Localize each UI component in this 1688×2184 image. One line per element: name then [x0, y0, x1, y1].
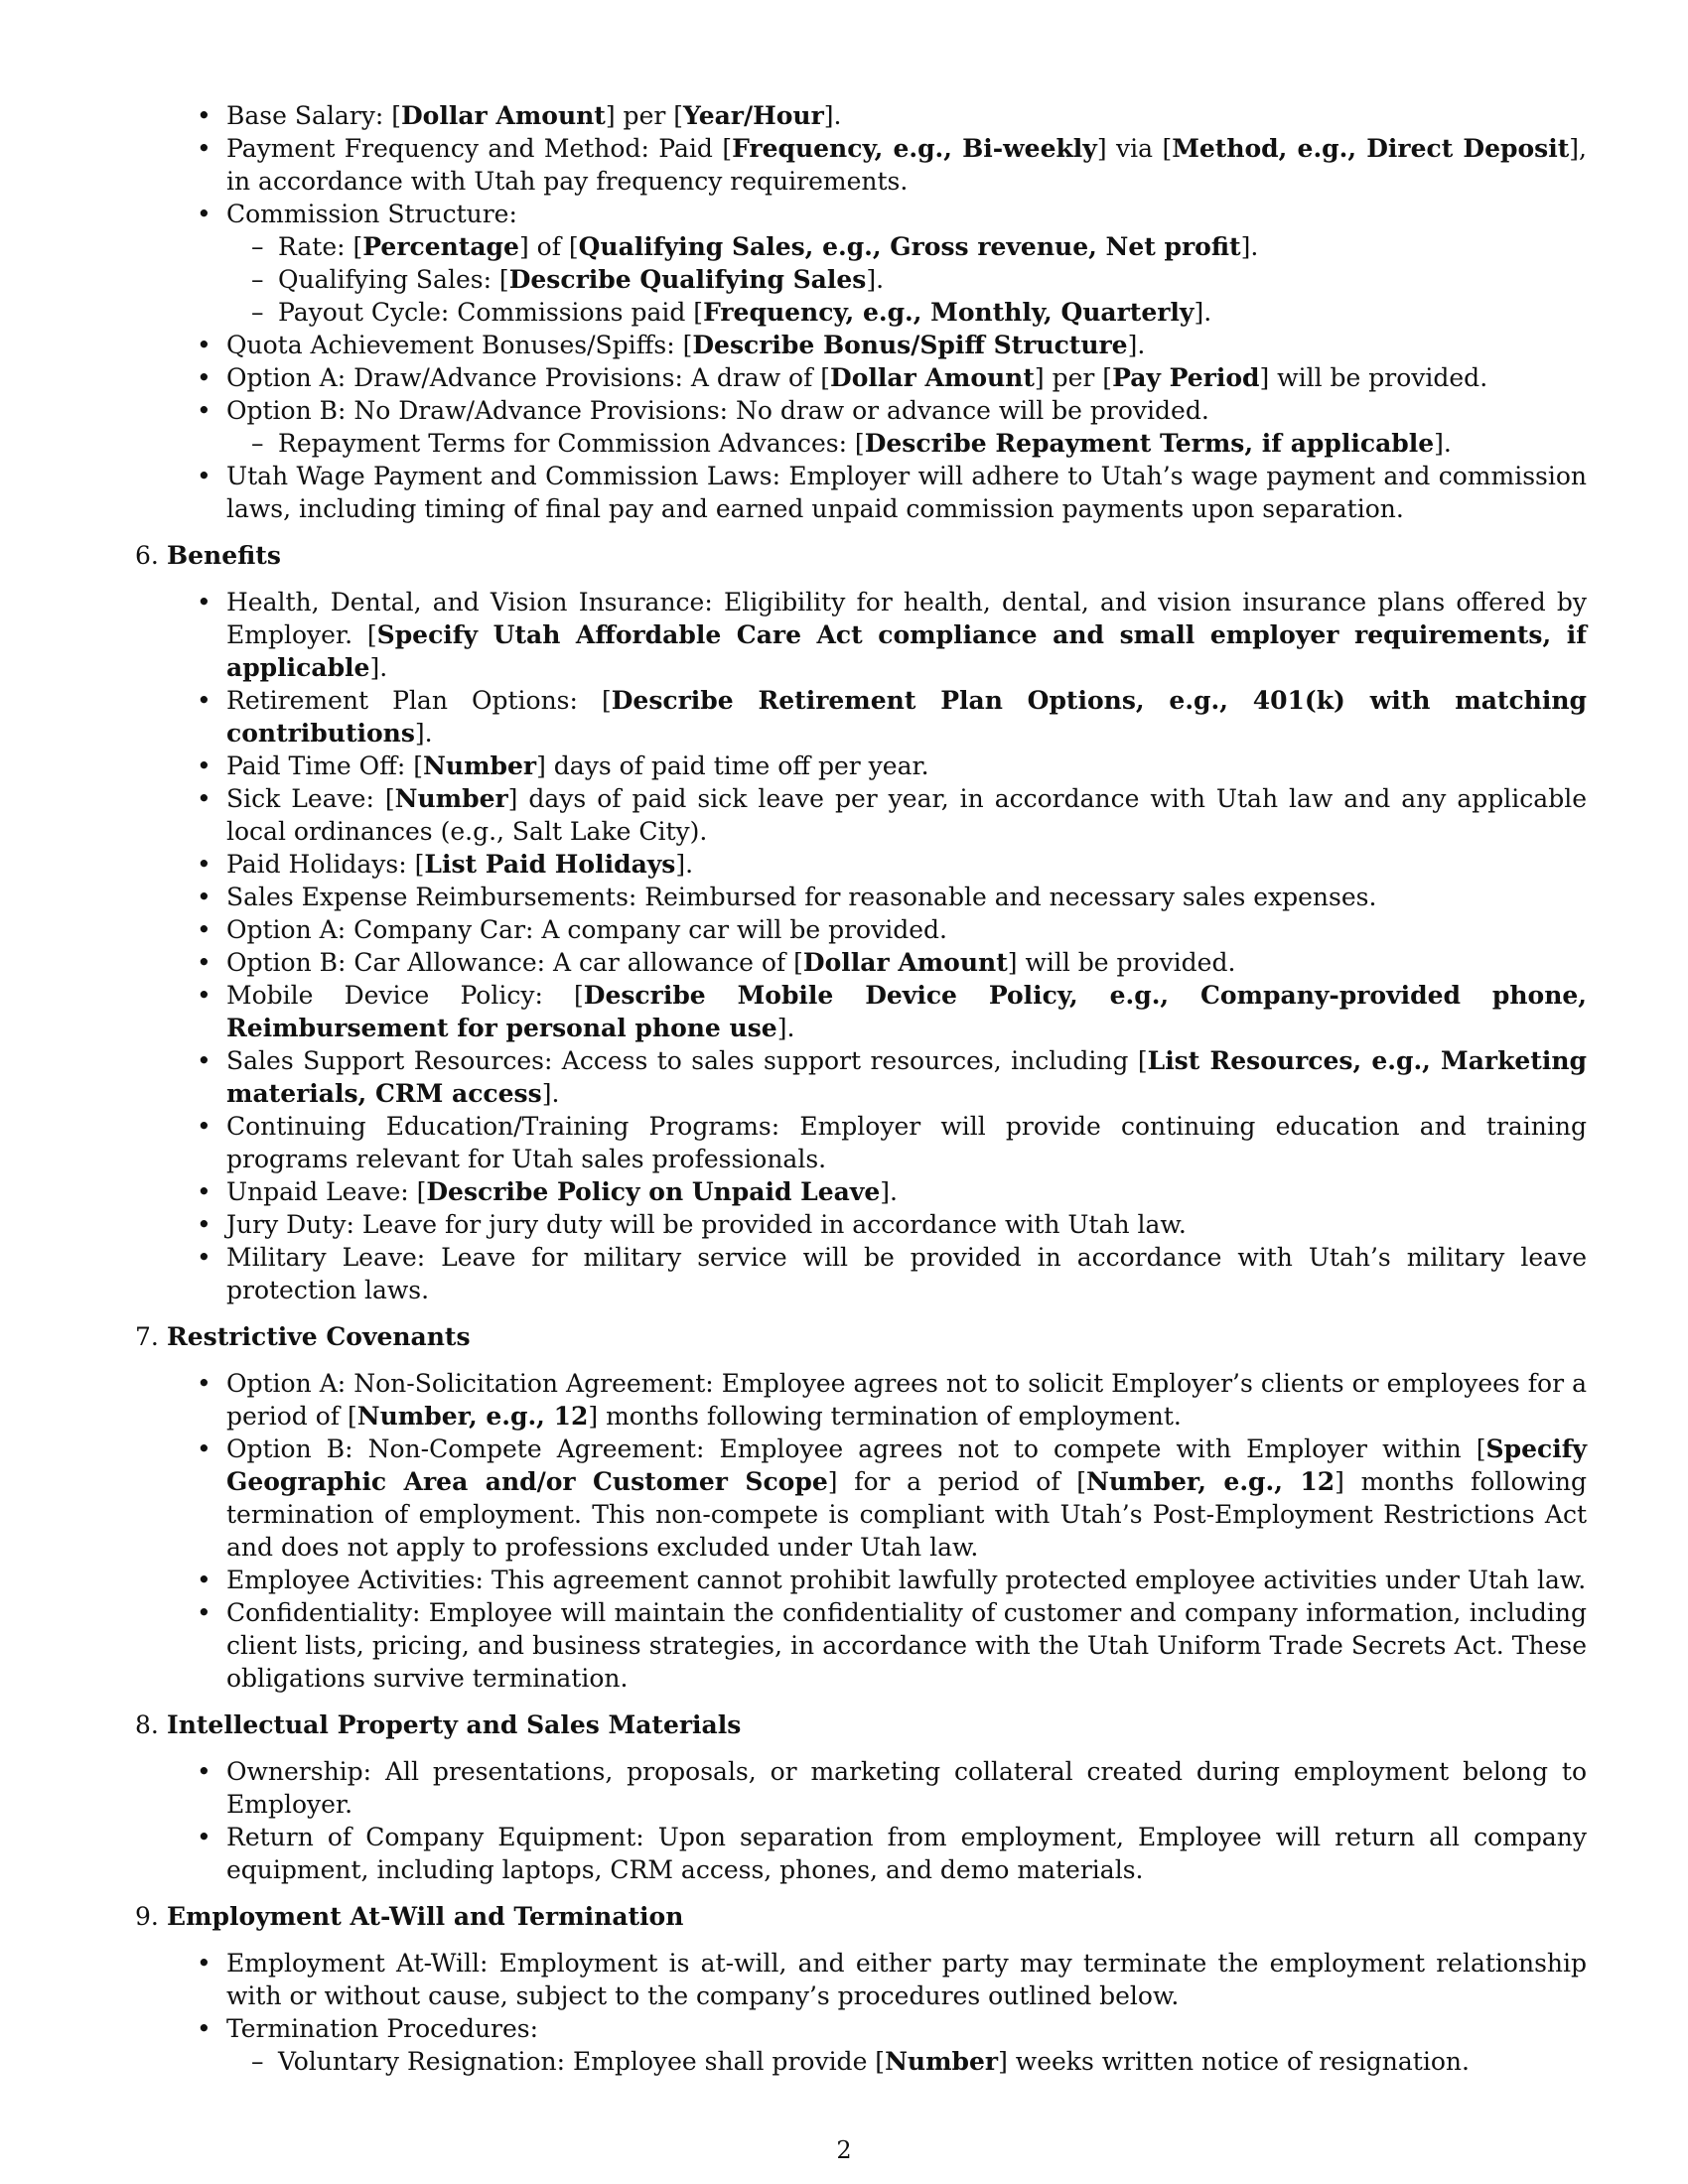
list-item-unpaid-leave — [127, 1175, 1587, 1208]
clause-text: ]. — [541, 1079, 560, 1108]
clause-text: Option A: Non-Solicitation Agreement: Employee agrees not to solicit Employer’s clients or employees for a period of [ — [226, 1369, 1587, 1431]
section-title: Benefits — [167, 541, 281, 570]
list-item-utah-wage-laws — [127, 460, 1587, 525]
clause-text: ] months following termination of employment. — [588, 1402, 1182, 1431]
section-heading — [127, 1708, 1587, 1741]
section-list — [127, 1367, 1587, 1695]
list-item-expense-reimbursements — [127, 881, 1587, 913]
section-number: 9. — [135, 1902, 159, 1931]
clause-text: ]. — [1127, 331, 1146, 359]
list-item-car-allowance — [127, 946, 1587, 979]
clause-text: Ownership: All presentations, proposals, or marketing collateral created during employment belong to Employer. — [226, 1757, 1587, 1819]
placeholder-field: Specify Geographic Area and/or Customer Scope — [226, 1434, 1587, 1496]
clause-text: Employee Activities: This agreement cannot prohibit lawfully protected employee activities under Utah law. — [226, 1566, 1587, 1594]
list-item-draw-option-b — [127, 394, 1587, 460]
clause-text: Retirement Plan Options: [ — [226, 686, 612, 715]
placeholder-field: Number, e.g., 12 — [1086, 1467, 1336, 1496]
clause-text: Termination Procedures: — [226, 2014, 539, 2043]
placeholder-field: Number — [423, 751, 537, 780]
document-page — [127, 99, 1587, 2078]
list-item-sales-support — [127, 1044, 1587, 1110]
placeholder-field: Describe Policy on Unpaid Leave — [426, 1177, 881, 1206]
sub-list — [226, 2045, 1587, 2078]
list-item-mobile-device — [127, 979, 1587, 1044]
clause-text: Sick Leave: [ — [226, 784, 395, 813]
placeholder-field: Pay Period — [1112, 363, 1260, 392]
placeholder-field: Dollar Amount — [802, 948, 1008, 977]
sub-list — [226, 230, 1587, 329]
placeholder-field: Specify Utah Affordable Care Act compliance and small employer requirements, if applicable — [226, 620, 1587, 682]
placeholder-field: List Paid Holidays — [424, 850, 676, 879]
list-item-base-salary — [127, 99, 1587, 132]
placeholder-field: Describe Qualifying Sales — [508, 265, 867, 294]
clause-text: Qualifying Sales: [ — [278, 265, 509, 294]
section-employment-at-will-and-termination — [127, 1900, 1587, 2078]
clause-text: Sales Support Resources: Access to sales support resources, including [ — [226, 1046, 1148, 1075]
sub-item-voluntary-resignation — [226, 2045, 1587, 2078]
section-restrictive-covenants — [127, 1320, 1587, 1695]
placeholder-field: Describe Mobile Device Policy, e.g., Company-provided phone, Reimbursement for personal phone use — [226, 981, 1588, 1042]
clause-text: Health, Dental, and Vision Insurance: Eligibility for health, dental, and vision insurance plans offered by Employer. [ — [226, 588, 1587, 649]
sub-item-payout-cycle — [226, 296, 1587, 329]
clause-text: ]. — [1240, 232, 1259, 261]
list-item-ownership — [127, 1755, 1587, 1821]
placeholder-field: Dollar Amount — [830, 363, 1035, 392]
sub-list — [226, 427, 1587, 460]
clause-text: Quota Achievement Bonuses/Spiffs: [ — [226, 331, 693, 359]
clause-text: Base Salary: — [226, 101, 392, 130]
clause-text: ], in accordance with Utah pay frequency requirements. — [226, 134, 1587, 196]
clause-text: ] for a period of [ — [827, 1467, 1087, 1496]
placeholder-field: Frequency, e.g., Monthly, Quarterly — [703, 298, 1195, 327]
clause-text: Payment Frequency and Method: Paid [ — [226, 134, 733, 163]
placeholder-field: Describe Repayment Terms, if applicable — [864, 429, 1435, 458]
clause-text: Paid Time Off: [ — [226, 751, 424, 780]
clause-text: Voluntary Resignation: Employee shall provide [ — [278, 2047, 886, 2076]
section-heading — [127, 1320, 1587, 1353]
list-item-paid-holidays — [127, 848, 1587, 881]
clause-text: Option B: No Draw/Advance Provisions: No draw or advance will be provided. — [226, 396, 1209, 425]
section-number: 6. — [135, 541, 159, 570]
list-item-payment-frequency — [127, 132, 1587, 198]
section-heading — [127, 539, 1587, 572]
clause-text: Option B: Car Allowance: A car allowance of [ — [226, 948, 803, 977]
clause-text: Payout Cycle: Commissions paid [ — [278, 298, 704, 327]
list-item-termination-procedures — [127, 2012, 1587, 2078]
clause-text: Paid Holidays: [ — [226, 850, 425, 879]
list-item-at-will — [127, 1947, 1587, 2012]
clause-text: ]. — [880, 1177, 898, 1206]
list-item-non-solicitation — [127, 1367, 1587, 1433]
clause-text: Option B: Non-Compete Agreement: Employee agrees not to compete with Employer within [ — [226, 1434, 1486, 1463]
clause-text: ]. — [369, 653, 388, 682]
clause-text: [ — [391, 101, 401, 130]
clause-text: Option A: Company Car: A company car will be provided. — [226, 915, 947, 944]
list-item-jury-duty — [127, 1208, 1587, 1241]
placeholder-field: Describe Retirement Plan Options, e.g., 401(k) with matching contributions — [226, 686, 1588, 748]
clause-text: ]. — [675, 850, 694, 879]
clause-text: Sales Expense Reimbursements: Reimbursed for reasonable and necessary sales expenses. — [226, 883, 1377, 911]
clause-text: Return of Company Equipment: Upon separation from employment, Employee will return all company equipment, including laptops, CRM access, phones, and demo materials. — [226, 1823, 1587, 1884]
clause-text: ]. — [1194, 298, 1212, 327]
clause-text: ] will be provided. — [1007, 948, 1236, 977]
sections-container — [127, 539, 1587, 2078]
page-number: 2 — [836, 2136, 852, 2164]
clause-text: Rate: [ — [278, 232, 363, 261]
clause-text: ] days of paid sick leave per year, in accordance with Utah law and any applicable local ordinances (e.g., Salt Lake City). — [226, 784, 1587, 846]
clause-text: ]. — [866, 265, 885, 294]
section-number: 7. — [135, 1322, 159, 1351]
clause-text: Repayment Terms for Commission Advances: [ — [278, 429, 865, 458]
list-item-retirement-plan — [127, 684, 1587, 750]
compensation-list — [127, 99, 1587, 525]
clause-text: Confidentiality: Employee will maintain the confidentiality of customer and company information, including client lists, pricing, and business strategies, in accordance with the Utah Uniform Trade Secrets Act. These obligations survive termination. — [226, 1598, 1587, 1693]
list-item-draw-option-a — [127, 361, 1587, 394]
section-title: Intellectual Property and Sales Materials — [167, 1710, 742, 1739]
clause-text: ]. — [1434, 429, 1452, 458]
placeholder-field: Qualifying Sales, e.g., Gross revenue, Net profit — [578, 232, 1241, 261]
placeholder-field: Method, e.g., Direct Deposit — [1172, 134, 1570, 163]
section-number: 8. — [135, 1710, 159, 1739]
clause-text: ]. — [823, 101, 842, 130]
section-benefits — [127, 539, 1587, 1306]
list-item-non-compete — [127, 1433, 1587, 1564]
clause-text: ] months following termination of employment. This non-compete is compliant with Utah’s Post-Employment Restrictions Act and does not apply to professions excluded under Utah law. — [226, 1467, 1588, 1562]
section-heading — [127, 1900, 1587, 1933]
clause-text: ] per [ — [1034, 363, 1113, 392]
clause-text: Military Leave: Leave for military service will be provided in accordance with Utah’s military leave protection laws. — [226, 1243, 1587, 1304]
section-intellectual-property-and-sales-materials — [127, 1708, 1587, 1886]
clause-text: ] per [ — [605, 101, 684, 130]
clause-text: Option A: Draw/Advance Provisions: A draw of [ — [226, 363, 831, 392]
clause-text: Utah Wage Payment and Commission Laws: Employer will adhere to Utah’s wage payment and commission laws, including timing of final pay and earned unpaid commission payments upon separation. — [226, 462, 1587, 523]
clause-text: Unpaid Leave: [ — [226, 1177, 427, 1206]
list-item-sick-leave — [127, 782, 1587, 848]
list-item-employee-activities — [127, 1564, 1587, 1596]
clause-text: ] will be provided. — [1259, 363, 1488, 392]
sub-item-repayment-terms — [226, 427, 1587, 460]
clause-text: ] of [ — [518, 232, 579, 261]
list-item-return-equipment — [127, 1821, 1587, 1886]
section-title: Restrictive Covenants — [167, 1322, 471, 1351]
placeholder-field: Number — [394, 784, 508, 813]
placeholder-field: List Resources, e.g., Marketing materials, CRM access — [226, 1046, 1588, 1108]
placeholder-field: Number — [885, 2047, 999, 2076]
sub-item-qualifying-sales — [226, 263, 1587, 296]
placeholder-field: Number, e.g., 12 — [356, 1402, 589, 1431]
clause-text: Employment At-Will: Employment is at-will, and either party may terminate the employment relationship with or without cause, subject to the company’s procedures outlined below. — [226, 1949, 1587, 2010]
clause-text: Commission Structure: — [226, 200, 517, 228]
section-list — [127, 1947, 1587, 2078]
section-title: Employment At-Will and Termination — [167, 1902, 684, 1931]
sub-item-rate — [226, 230, 1587, 263]
clause-text: ] via [ — [1096, 134, 1173, 163]
section-list — [127, 586, 1587, 1306]
list-item-continuing-education — [127, 1110, 1587, 1175]
list-item-quota-bonuses — [127, 329, 1587, 361]
placeholder-field: Percentage — [362, 232, 519, 261]
clause-text: ]. — [414, 719, 433, 748]
clause-text: ] days of paid time off per year. — [536, 751, 929, 780]
clause-text: Continuing Education/Training Programs: Employer will provide continuing education and training programs relevant for Utah sales professionals. — [226, 1112, 1587, 1173]
list-item-paid-time-off — [127, 750, 1587, 782]
clause-text: ]. — [776, 1014, 795, 1042]
list-item-commission-structure — [127, 198, 1587, 329]
list-item-health-insurance — [127, 586, 1587, 684]
placeholder-field: Describe Bonus/Spiff Structure — [692, 331, 1128, 359]
clause-text: Mobile Device Policy: [ — [226, 981, 584, 1010]
section-list — [127, 1755, 1587, 1886]
list-item-company-car — [127, 913, 1587, 946]
placeholder-field: Frequency, e.g., Bi-weekly — [732, 134, 1097, 163]
list-item-military-leave — [127, 1241, 1587, 1306]
placeholder-field: Dollar Amount — [401, 101, 606, 130]
clause-text: Jury Duty: Leave for jury duty will be provided in accordance with Utah law. — [226, 1210, 1187, 1239]
list-item-confidentiality — [127, 1596, 1587, 1695]
clause-text: ] weeks written notice of resignation. — [998, 2047, 1470, 2076]
placeholder-field: Year/Hour — [683, 101, 824, 130]
